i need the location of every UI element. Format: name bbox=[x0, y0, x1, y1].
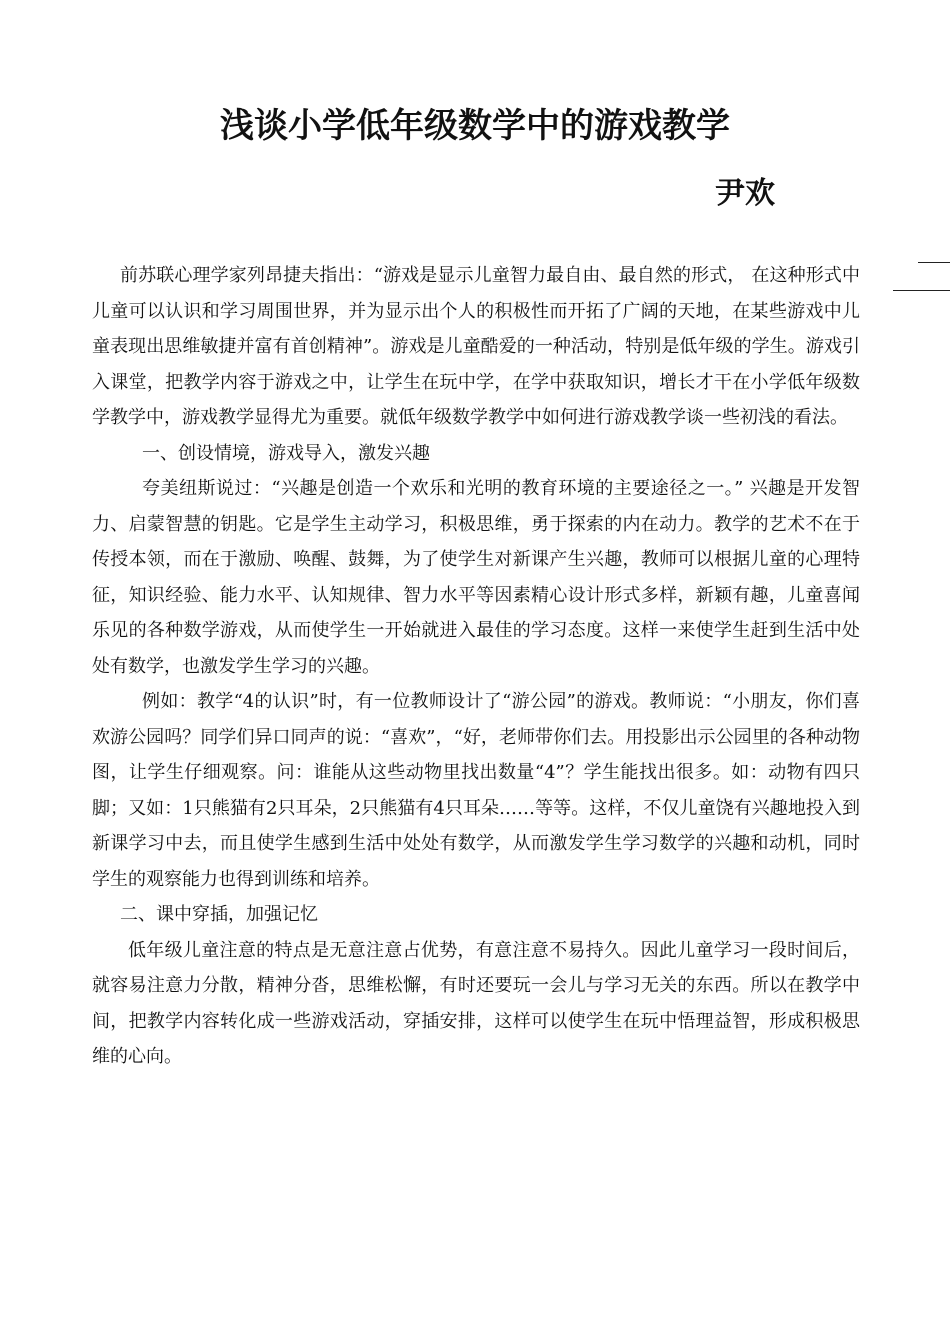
paragraph-attention: 低年级儿童注意的特点是无意注意占优势，有意注意不易持久。因此儿童学习一段时间后，就容易注意力分散，精神分沓，思维松懈，有时还要玩一会儿与学习无关的东西。所以在教学中间，把教学内容转化成一些游戏活动，穿插安排，这样可以使学生在玩中悟理益智，形成积极思维的心向。 bbox=[92, 939, 860, 1067]
margin-mark-line bbox=[918, 262, 950, 263]
document-author: 尹欢 bbox=[715, 176, 775, 211]
section-heading-1: 一、创设情境，游戏导入，激发兴趣 bbox=[142, 442, 430, 464]
paragraph-interest: 夸美纽斯说过：“兴趣是创造一个欢乐和光明的教育环境的主要途径之一。” 兴趣是开发智力、启蒙智慧的钥匙。它是学生主动学习，积极思维，勇于探索的内在动力。教学的艺术不在于传授本领，而在于激励、唤醒、鼓舞，为了使学生对新课产生兴趣，教师可以根据儿童的心理特征，知识经验、能力水平、认知规律、智力水平等因素精心设计形式多样，新颖有趣，儿童喜闻乐见的各种数学游戏，从而使学生一开始就进入最佳的学习态度。这样一来使学生赶到生活中处处有数学，也激发学生学习的兴趣。 bbox=[92, 478, 860, 677]
section-heading-2: 二、课中穿插，加强记忆 bbox=[120, 904, 318, 925]
margin-mark-line bbox=[893, 290, 950, 291]
paragraph-intro: 前苏联心理学家列昂捷夫指出：“游戏是显示儿童智力最自由、最自然的形式， 在这种形式中儿童可以认识和学习周围世界，并为显示出个人的积极性而开拓了广阔的天地，在某些游戏中儿童表现出思维敏捷并富有首创精神”。游戏是儿童酷爱的一种活动，特别是低年级的学生。游戏引入课堂，把教学内容于游戏之中，让学生在玩中学，在学中获取知识，增长才干在小学低年级数学教学中，游戏教学显得尤为重要。就低年级数学教学中如何进行游戏教学谈一些初浅的看法。 bbox=[92, 265, 860, 428]
paragraph-example: 例如：教学“4的认识”时，有一位教师设计了“游公园”的游戏。教师说：“小朋友，你们喜欢游公园吗？同学们异口同声的说：“喜欢”，“好，老师带你们去。用投影出示公园里的各种动物图，让学生仔细观察。问：谁能从这些动物里找出数量“4”？学生能找出很多。如：动物有四只脚；又如：1只熊猫有2只耳朵，2只熊猫有4只耳朵……等等。这样，不仅儿童饶有兴趣地投入到新课学习中去，而且使学生感到生活中处处有数学，从而激发学生学习数学的兴趣和动机，同时学生的观察能力也得到训练和培养。 bbox=[92, 691, 860, 890]
document-title: 浅谈小学低年级数学中的游戏教学 bbox=[220, 106, 730, 146]
document-body bbox=[92, 258, 860, 1075]
